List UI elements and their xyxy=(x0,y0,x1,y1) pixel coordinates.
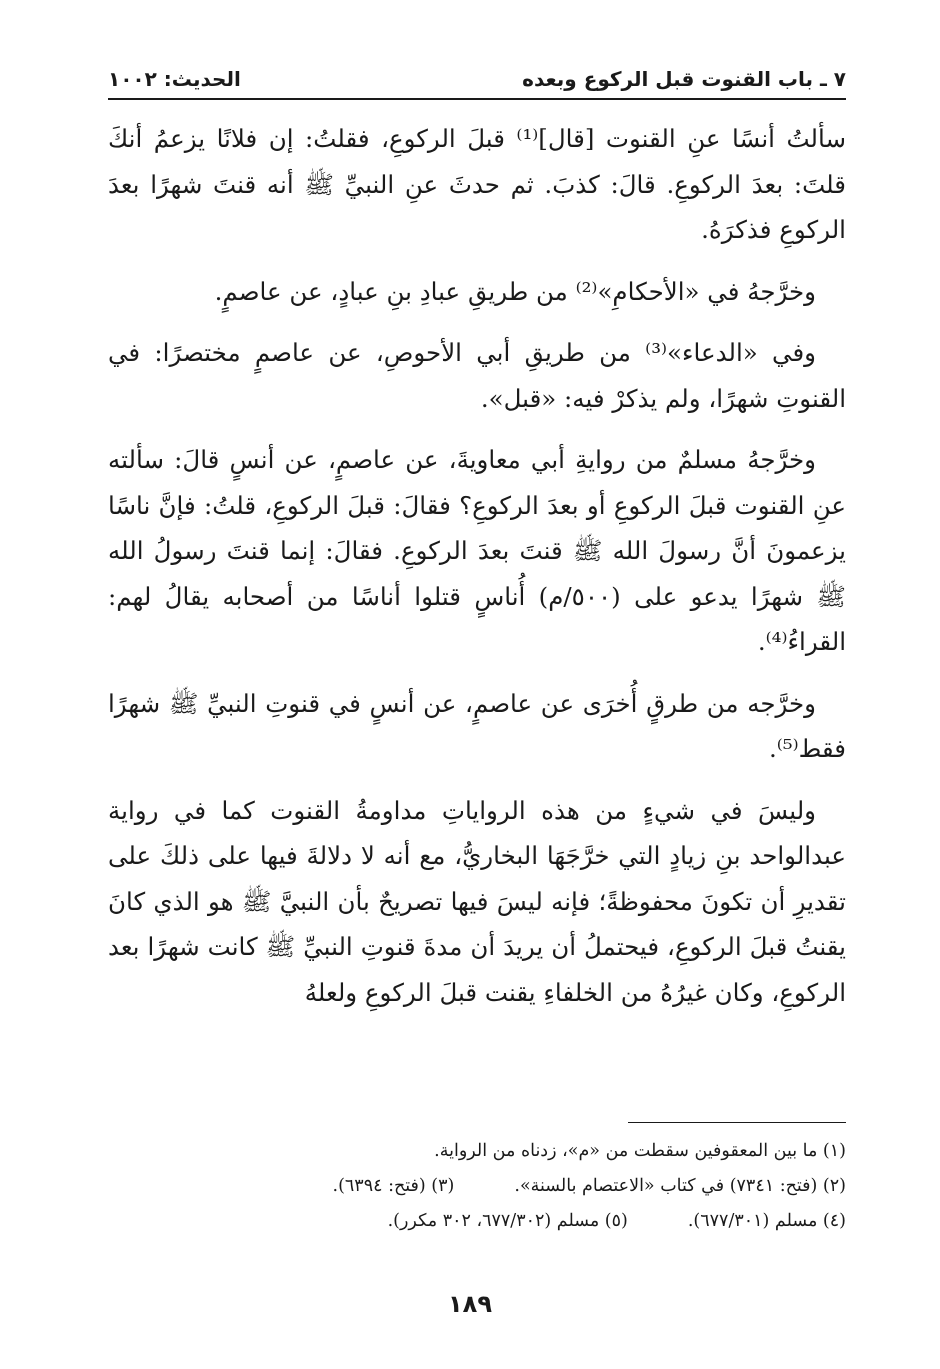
main-text xyxy=(108,116,846,1031)
paragraph: سألتُ أنسًا عنِ القنوت [قال]⁽¹⁾ قبلَ الركوعِ، فقلتُ: إن فلانًا يزعمُ أنكَ قلتَ: بعدَ الركوعِ. قالَ: كذبَ. ثم حدثَ عنِ النبيِّ ﷺ أنه قنتَ شهرًا بعدَ الركوعِ فذكرَهُ. xyxy=(108,124,846,244)
paragraph: وفي «الدعاء»⁽³⁾ من طريقِ أبي الأحوصِ، عن عاصمٍ مختصرًا: في القنوتِ شهرًا، ولم يذكرْ فيه: «قبل». xyxy=(108,338,846,413)
running-header xyxy=(108,62,846,96)
footnote-row xyxy=(108,1169,846,1204)
hadith-number: الحديث: ١٠٠٢ xyxy=(108,67,241,91)
footnote-rule xyxy=(628,1122,846,1123)
paragraph: وخرَّجهُ في «الأحكامِ»⁽²⁾ من طريقِ عبادِ بنِ عبادٍ، عن عاصمٍ. xyxy=(214,276,816,306)
footnote-4: (٤) مسلم (٦٧٧/٣٠١). xyxy=(687,1211,846,1231)
footnote-5: (٥) مسلم (٦٧٧/٣٠٢، ٣٠٢ مكرر). xyxy=(387,1211,628,1231)
paragraph: وخرَّجه من طرقٍ أُخرَى عن عاصمٍ، عن أنسٍ في قنوتِ النبيِّ ﷺ شهرًا فقط⁽⁵⁾. xyxy=(108,688,846,763)
footnotes xyxy=(108,1134,846,1239)
header-rule xyxy=(108,98,846,100)
footnote-row xyxy=(108,1204,846,1239)
page-number: ١٨٩ xyxy=(448,1290,492,1318)
footnote-row xyxy=(108,1134,846,1169)
paragraph: وخرَّجهُ مسلمٌ من روايةِ أبي معاويةَ، عن عاصمٍ، عن أنسٍ قالَ: سألته عنِ القنوت قبلَ الركوعِ أو بعدَ الركوعِ؟ فقالَ: قبلَ الركوعِ، قلتُ: فإنَّ ناسًا يزعمونَ أنَّ رسولَ الله ﷺ قنتَ بعدَ الركوعِ. فقالَ: إنما قنتَ رسولُ الله ﷺ شهرًا يدعو على (٥٠٠/م) أُناسٍ قتلوا أناسًا من أصحابه يقالُ لهم: القراءُ⁽⁴⁾. xyxy=(108,445,846,656)
chapter-title: ٧ ـ باب القنوت قبل الركوع وبعده xyxy=(522,67,846,91)
footnote-1: (١) ما بين المعقوفين سقطت من «م»، زدناه من الرواية. xyxy=(434,1141,846,1161)
footnote-3: (٣) (فتح: ٦٣٩٤). xyxy=(332,1176,455,1196)
paragraph: وليسَ في شيءٍ من هذه الرواياتِ مداومةُ القنوت كما في رواية عبدالواحد بنِ زيادٍ التي خرَّجَهَا البخاريُّ، مع أنه لا دلالةَ فيها على ذلكَ على تقديرِ أن تكونَ محفوظةً؛ فإنه ليسَ فيها تصريحٌ بأن النبيَّ ﷺ هو الذي كانَ يقنتُ قبلَ الركوعِ، فيحتملُ أن يريدَ أن مدةَ قنوتِ النبيِّ ﷺ كانت شهرًا بعد الركوعِ، وكان غيرُهُ من الخلفاءِ يقنت قبلَ الركوعِ ولعلهُ xyxy=(108,795,846,1007)
footnote-2: (٢) (فتح: ٧٣٤١) في كتاب «الاعتصام بالسنة». xyxy=(514,1176,846,1196)
